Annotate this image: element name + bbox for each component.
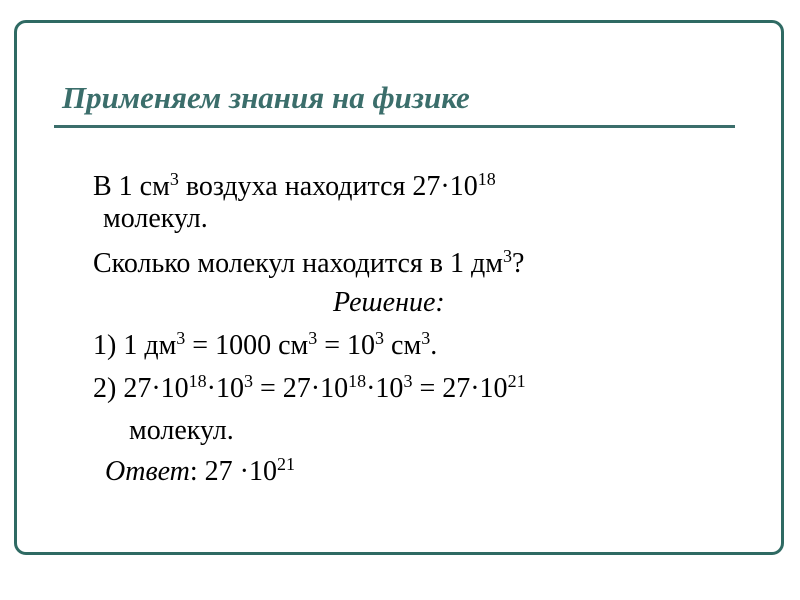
step-text: = 27·10	[252, 373, 349, 404]
problem-line-2: молекул.	[103, 203, 208, 234]
solution-step-1	[93, 328, 438, 361]
exponent: 3	[421, 328, 431, 349]
answer-label: Ответ	[105, 456, 190, 487]
step-text: .	[430, 330, 438, 361]
step-text: 1) 1 дм	[93, 330, 177, 361]
question-text: Сколько молекул находится в 1 дм	[93, 248, 503, 279]
exponent: 18	[477, 169, 496, 190]
step-text: = 10	[317, 330, 376, 361]
problem-line-1	[93, 169, 496, 202]
exponent: 3	[375, 328, 385, 349]
problem-text: В 1 см	[93, 171, 170, 202]
exponent: 3	[308, 328, 318, 349]
step-text: ·10	[206, 373, 244, 404]
answer-line	[105, 454, 295, 487]
exponent: 21	[507, 371, 526, 392]
exponent: 18	[348, 371, 367, 392]
exponent: 3	[169, 169, 179, 190]
problem-question	[93, 246, 525, 279]
problem-text: воздуха находится 27·10	[178, 171, 478, 202]
exponent: 3	[403, 371, 413, 392]
exponent: 18	[188, 371, 207, 392]
solution-heading: Решение:	[333, 287, 445, 318]
slide-title: Применяем знания на физике	[62, 80, 470, 115]
title-underline	[54, 125, 735, 128]
step-text: см	[384, 330, 422, 361]
exponent: 3	[176, 328, 186, 349]
answer-value: : 27 ·10	[189, 456, 277, 487]
step-text: 2) 27·10	[93, 373, 189, 404]
solution-step-2-line-2: молекул.	[129, 415, 234, 446]
step-text: = 27·10	[412, 373, 508, 404]
exponent: 3	[502, 246, 512, 267]
exponent: 21	[276, 454, 295, 475]
step-text: = 1000 см	[185, 330, 309, 361]
question-text: ?	[511, 248, 525, 279]
exponent: 3	[243, 371, 253, 392]
step-text: ·10	[366, 373, 404, 404]
solution-step-2	[93, 371, 526, 404]
